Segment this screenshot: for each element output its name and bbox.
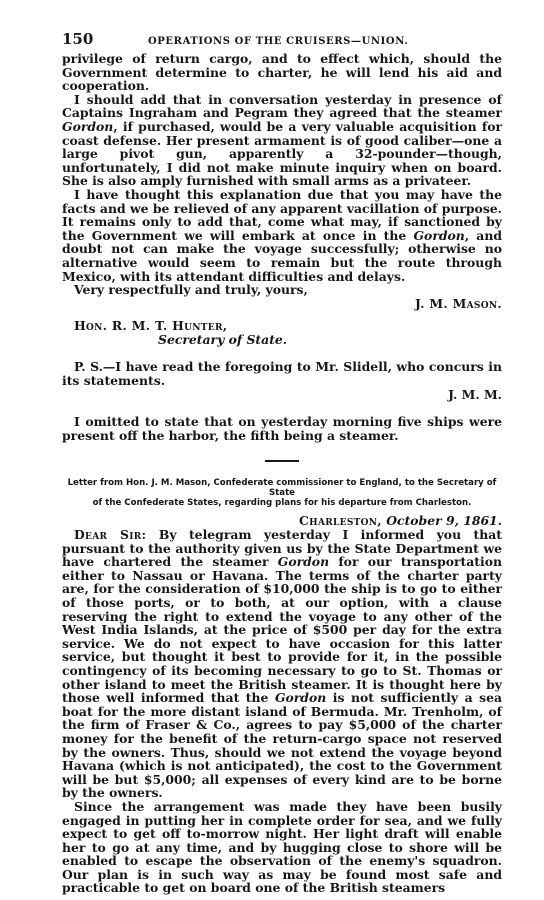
addressee-title: Secretary of State. (158, 331, 288, 347)
running-head: OPERATIONS OF THE CRUISERS—UNION. (148, 36, 409, 47)
postscript: P. S.—I have read the foregoing to Mr. Slidell, who concurs in its statements. (62, 359, 502, 389)
section-divider (265, 460, 299, 462)
document-page (62, 30, 502, 895)
closing-line: Very respectfully and truly, yours, (74, 282, 308, 298)
dateline: Charleston, October 9, 1861. (299, 513, 502, 529)
postscript-initials: J. M. M. (448, 386, 502, 402)
letter2-paragraph-1: Dear Sir: By telegram yesterday I informed you that pursuant to the authority given us by the State Department we have chartered the steamer Gordon for our transportation either to Nassau or Havana. The terms of the charter party are, for the consideration of $10,000 the ship is to go to either of those ports, or to both, at our option, with a clause reserving the right to extend the voyage to any other of the West India Islands, at the price of $500 per day for the extra service. We do not expect to have occasion for this latter service, but thought it best to provide for it, in the possible contingency of its becoming necessary to go to St. Thomas or other island to meet the British steamer. It is thought here by those well informed that the Gordon is not sufficiently a sea boat for the more distant island of Bermuda. Mr. Trenholm, of the firm of Fraser & Co., agrees to pay $5,000 of the charter money for the benefit of the return-cargo space not reserved by the owners. Thus, should we not extend the voyage beyond Havana (which is not anticipated), the cost to the Government will be but $5,000; all expenses of every kind are to be borne by the owners. (62, 527, 502, 801)
page-number: 150 (62, 30, 94, 48)
addressee-name: Hon. R. M. T. Hunter, (74, 318, 228, 334)
salutation: Dear Sir: (74, 527, 147, 543)
ship-name: Gordon (62, 118, 114, 134)
page-header (62, 30, 502, 48)
letter1-paragraph-1: privilege of return cargo, and to effect which, should the Government determine to charter, he will lend his aid and cooperation. (62, 51, 502, 94)
ship-name: Gordon (413, 227, 465, 243)
ship-name: Gordon (277, 554, 330, 570)
letter2-paragraph-2: Since the arrangement was made they have been busily engaged in putting her in complete order for sea, and we fully expect to get off to-morrow night. Her light draft will enable her to go at any time, and by hugging close to shore will be enabled to escape the observation of the enemy's squadron. Our plan is in such way as may be found most safe and practicable to get on board one of the British steamers (62, 798, 502, 896)
second-postscript: I omitted to state that on yesterday morning five ships were present off the harbor, the fifth being a steamer. (62, 414, 502, 443)
letter-caption: Letter from Hon. J. M. Mason, Confederate commissioner to England, to the Secretary of State of the Confederate States, regarding plans for his departure from Charleston. (67, 478, 497, 509)
letter1-paragraph-2: I should add that in conversation yesterday in presence of Captains Ingraham and Pegram they agreed that the steamer Gordon, if purchased, would be a very valuable acquisition for coast defense. Her present armament is of good caliber—one a large pivot gun, apparently a 32-pounder—though, unfortunately, I did not make minute inquiry when on board. She is also amply furnished with small arms as a privateer. (62, 91, 502, 189)
ship-name: Gordon (274, 690, 327, 706)
letter1-paragraph-3: I have thought this explanation due that you may have the facts and we be relieved of any apparent vacillation of purpose. It remains only to add that, come what may, if sanctioned by the Government we will embark at once in the Gordon, and doubt not can make the voyage successfully; otherwise no alternative would seem to remain but the route through Mexico, with its attendant difficulties and delays. (62, 186, 502, 284)
signature: J. M. Mason. (414, 295, 502, 311)
